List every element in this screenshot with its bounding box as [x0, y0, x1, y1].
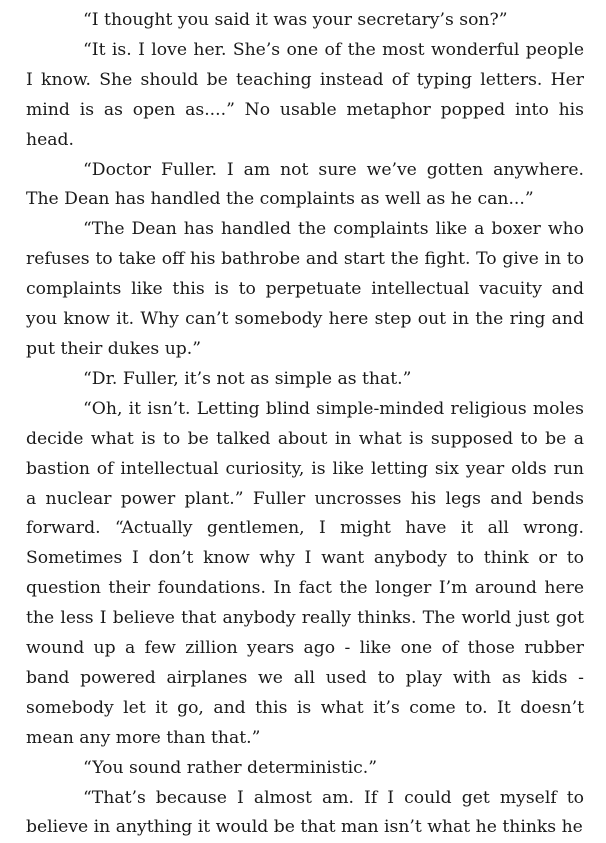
- paragraph: “The Dean has handled the complaints like a boxer who refuses to take off his bathrobe and start the fight. To give in to complaints like this is to perpetuate intellectual vacuity and you know it. Why can’t somebody here step out in the ring and put their dukes up.”: [26, 219, 584, 359]
- paragraph: “Doctor Fuller. I am not sure we’ve gotten anywhere. The Dean has handled the complaints as well as he can...”: [26, 159, 584, 210]
- paragraph: “That’s because I almost am. If I could get myself to believe in anything it would be that man isn’t what he thinks he: [26, 787, 584, 838]
- paragraph: “It is. I love her. She’s one of the most wonderful people I know. She should be teaching instead of typing letters. Her mind is as open as....” No usable metaphor popped into his head.: [26, 39, 584, 150]
- paragraph: “Oh, it isn’t. Letting blind simple-minded religious moles decide what is to be talked about in what is supposed to be a bastion of intellectual curiosity, is like letting six year olds run a nuclear power plant.” Fuller uncrosses his legs and bends forward. “Actually gentlemen, I might have it all wrong. Sometimes I don’t know why I want anybody to think or to question their foundations. In fact the longer I’m around here the less I believe that anybody really thinks. The world just got wound up a few zillion years ago - like one of those rubber band powered airplanes we all used to play with as kids - somebody let it go, and this is what it’s come to. It doesn’t mean any more than that.”: [26, 398, 584, 748]
- document-page: [26, 6, 584, 843]
- paragraph: “I thought you said it was your secretary’s son?”: [83, 10, 508, 30]
- paragraph: “Dr. Fuller, it’s not as simple as that.”: [83, 368, 412, 389]
- paragraph: “You sound rather deterministic.”: [83, 757, 377, 778]
